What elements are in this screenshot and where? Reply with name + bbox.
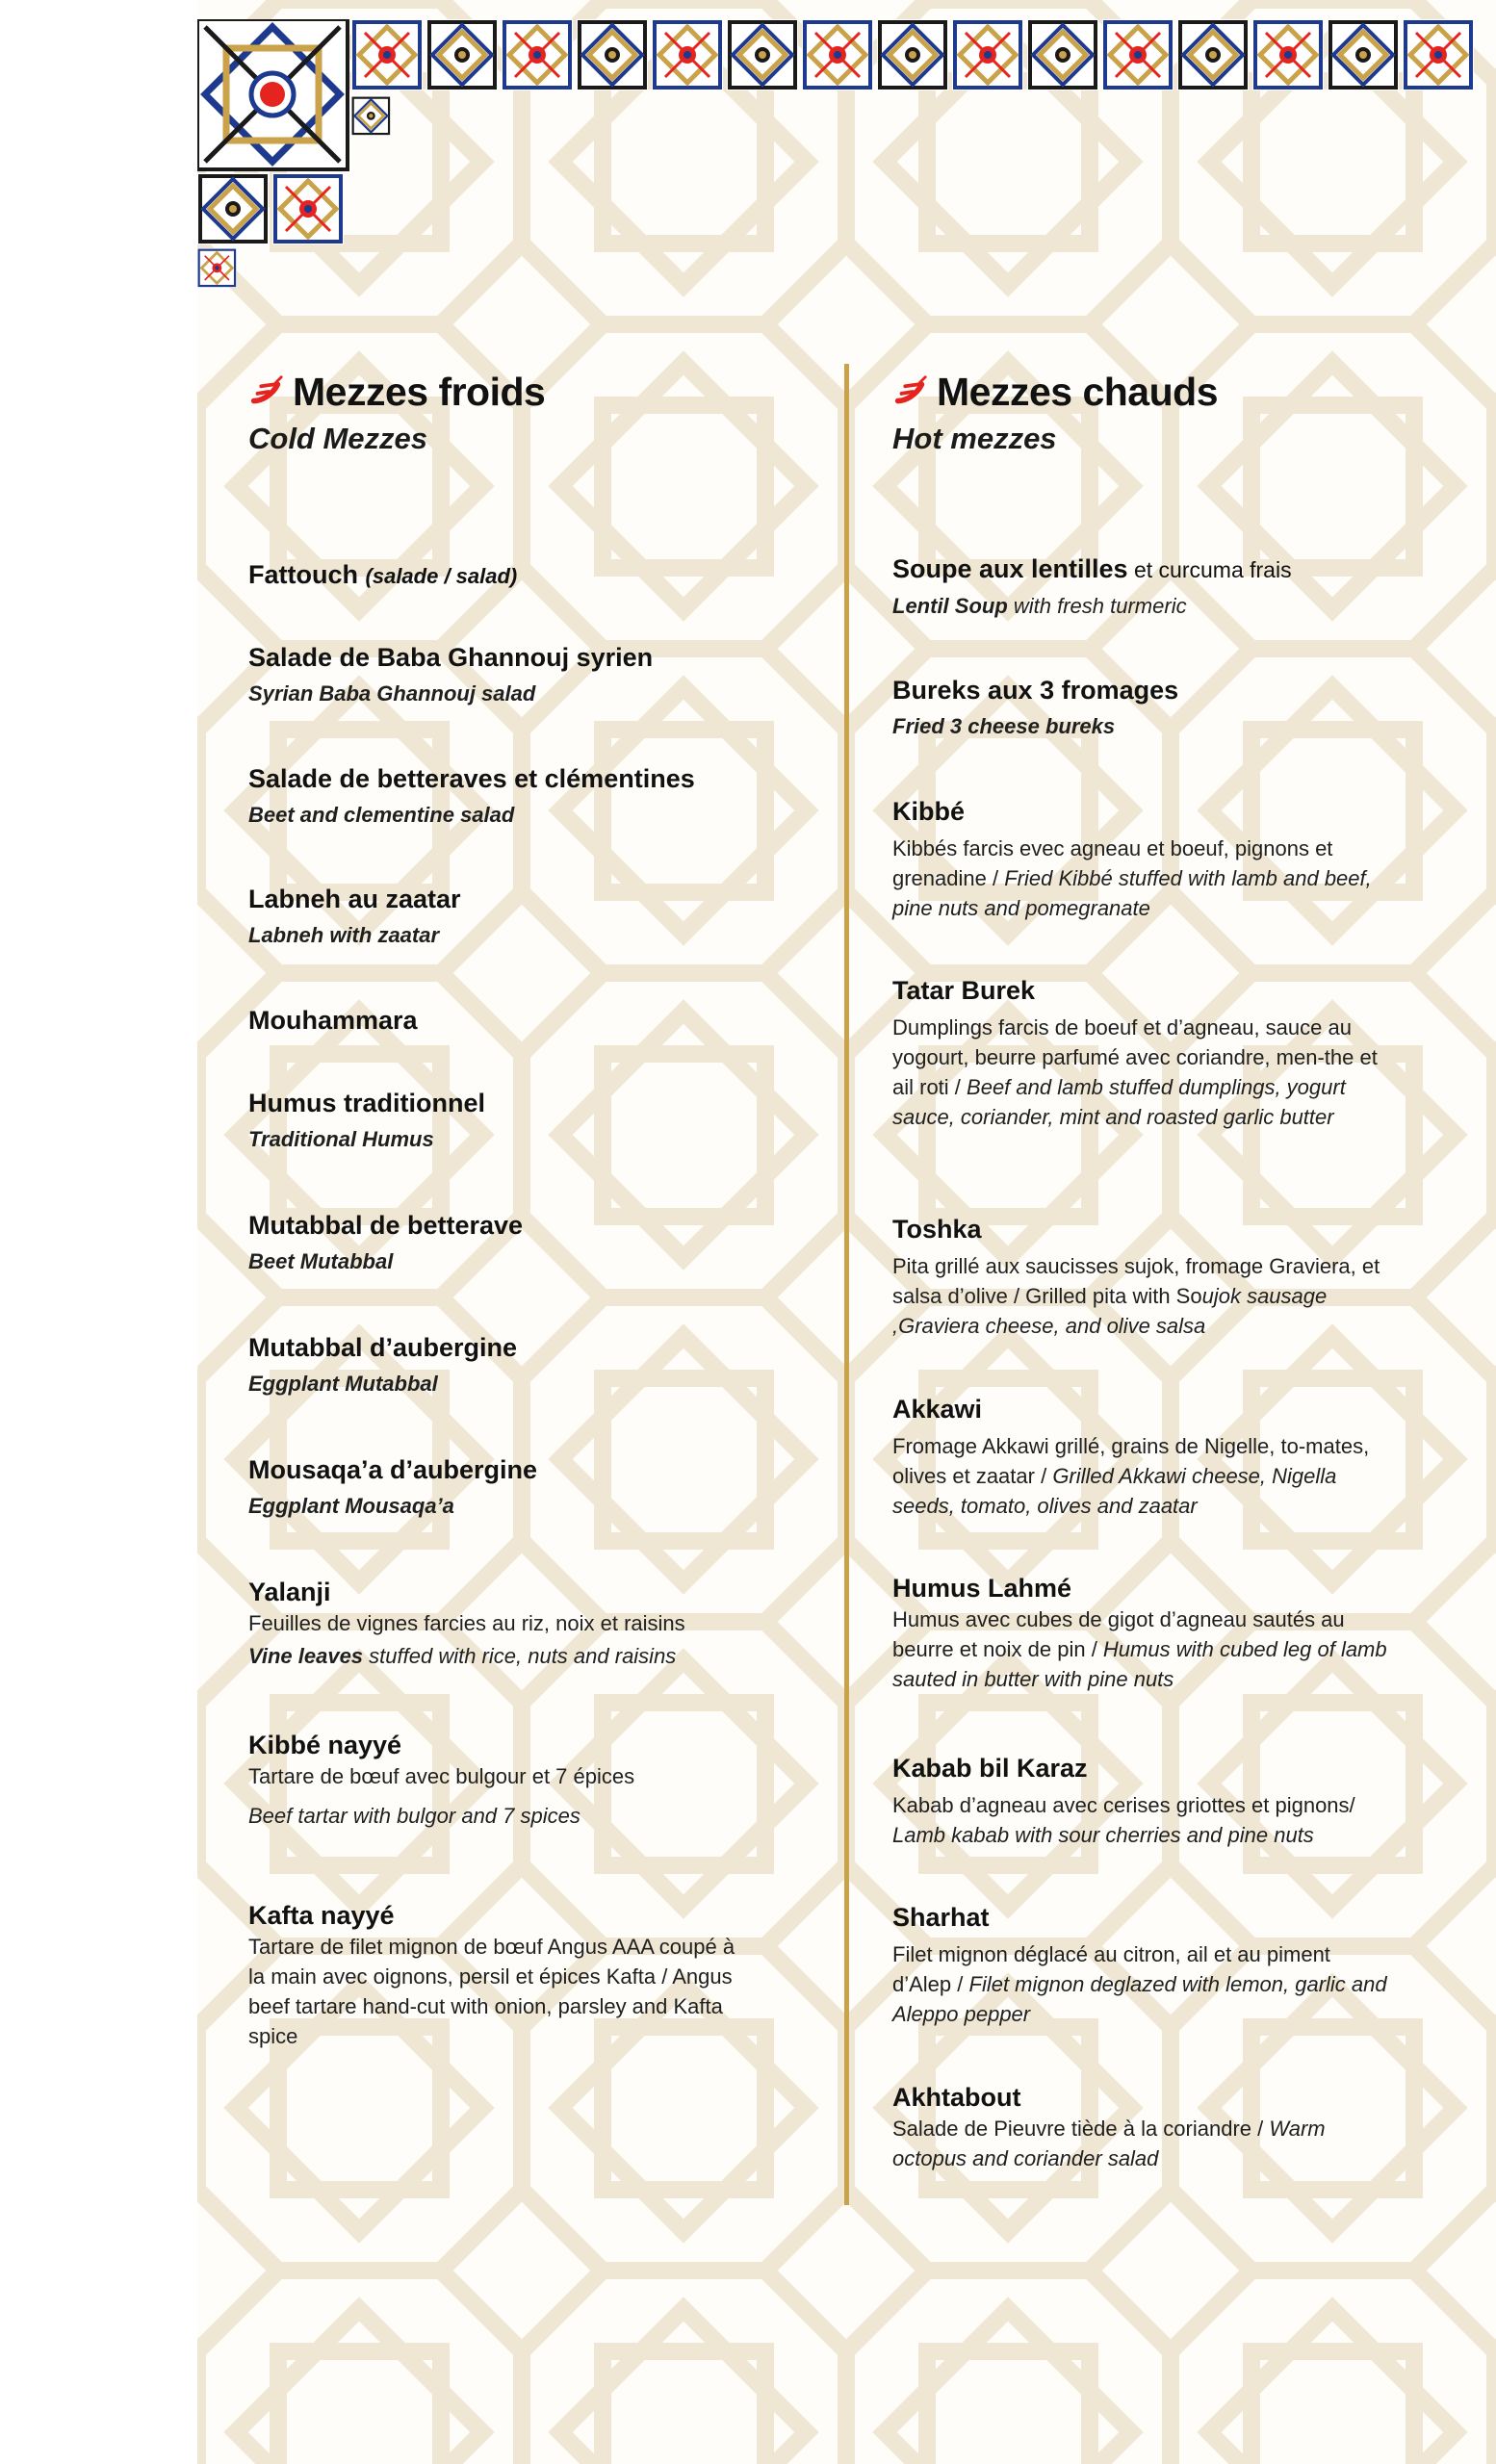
item-name: Mutabbal de betterave <box>248 1211 524 1240</box>
menu-item <box>892 795 1393 923</box>
menu-item <box>248 1899 749 2051</box>
item-translation: Beef and lamb stuffed dumplings, yogurt sauce, coriander, mint and roasted garlic butter <box>892 1075 1346 1129</box>
item-translation: with fresh turmeric <box>1007 594 1187 618</box>
section-title: Mezzes froids <box>293 369 546 414</box>
menu-item <box>248 1576 787 1671</box>
item-name: Yalanji <box>248 1578 331 1606</box>
item-translation: Warm octopus and coriander salad <box>892 2117 1326 2170</box>
item-description-fr: Kabab d’agneau avec cerises griottes et pignons/ <box>892 1793 1355 1817</box>
menu-item <box>892 1572 1393 1694</box>
item-translation: Eggplant Mutabbal <box>248 1372 438 1396</box>
section-title: Mezzes chauds <box>937 369 1218 414</box>
item-translation: Traditional Humus <box>248 1127 434 1151</box>
item-translation-bold: Lentil Soup <box>892 594 1008 618</box>
item-note: (salade / salad) <box>365 564 518 588</box>
menu-item <box>248 1331 787 1399</box>
menu-item <box>248 1004 787 1037</box>
item-name: Kabab bil Karaz <box>892 1754 1088 1783</box>
menu-item <box>248 641 787 708</box>
item-name: Mouhammara <box>248 1006 418 1035</box>
item-translation: Beef tartar with bulgor and 7 spices <box>248 1804 580 1828</box>
item-translation: Beet Mutabbal <box>248 1249 394 1273</box>
menu-item <box>892 1752 1393 1850</box>
cold-mezzes-header <box>248 366 787 418</box>
item-name: Mutabbal d’aubergine <box>248 1333 518 1362</box>
menu-item <box>892 552 1393 621</box>
item-translation: Fried Kibbé stuffed with lamb and beef, pine nuts and pomegranate <box>892 866 1372 920</box>
item-description-fr: Feuilles de vignes farcies au riz, noix et raisins <box>248 1611 685 1635</box>
item-name: Humus traditionnel <box>248 1089 486 1117</box>
menu-item <box>892 1213 1393 1341</box>
item-description-fr: Humus avec cubes de gigot d’agneau sautés au beurre et noix de pin / <box>892 1607 1345 1661</box>
menu-item <box>248 1453 787 1521</box>
item-translation: Grilled Akkawi cheese, Nigella seeds, tomato, olives and zaatar <box>892 1464 1337 1518</box>
item-name: Mousaqa’a d’aubergine <box>248 1455 538 1484</box>
item-translation: ujok sausage ,Graviera cheese, and olive salsa <box>892 1284 1328 1338</box>
mosaic-tile-border <box>197 19 1496 298</box>
chili-pepper-icon <box>248 373 285 410</box>
item-name: Soupe aux lentilles <box>892 554 1128 583</box>
item-name: Kibbé nayyé <box>248 1731 402 1759</box>
item-name: Kibbé <box>892 797 966 826</box>
item-name: Sharhat <box>892 1903 990 1932</box>
hot-mezzes-header <box>892 366 1393 418</box>
menu-item <box>892 1901 1393 2029</box>
item-description-fr: Kibbés farcis evec agneau et boeuf, pignons et grenadine / <box>892 836 1333 890</box>
item-description: Tartare de filet mignon de bœuf Angus AAA coupé à la main avec oignons, persil et épices Kafta / Angus beef tartare hand-cut with onion, parsley and Kafta spice <box>248 1935 735 2048</box>
item-name: Humus Lahmé <box>892 1574 1072 1603</box>
menu-item <box>892 1393 1393 1521</box>
item-translation: Fried 3 cheese bureks <box>892 714 1116 738</box>
chili-pepper-icon <box>892 373 929 410</box>
item-name: Salade de betteraves et clémentines <box>248 764 695 793</box>
item-translation: Beet and clementine salad <box>248 803 515 827</box>
item-description-fr: Pita grillé aux saucisses sujok, fromage Graviera, et salsa d’olive / Grilled pita with So <box>892 1254 1380 1308</box>
menu-item <box>892 974 1393 1132</box>
item-description-fr: Dumplings farcis de boeuf et d’agneau, sauce au yogourt, beurre parfumé avec coriandre, men-the et ail roti / <box>892 1015 1378 1099</box>
item-description-fr: Salade de Pieuvre tiède à la coriandre / <box>892 2117 1270 2141</box>
menu-item <box>892 674 1393 741</box>
column-divider <box>844 364 849 2205</box>
menu-item <box>248 1729 787 1831</box>
item-translation-bold: Vine leaves <box>248 1644 364 1668</box>
item-translation: Filet mignon deglazed with lemon, garlic and Aleppo pepper <box>892 1972 1387 2026</box>
item-translation: Syrian Baba Ghannouj salad <box>248 681 536 706</box>
menu-item <box>248 558 787 593</box>
item-name: Fattouch <box>248 560 358 589</box>
item-name: Toshka <box>892 1215 982 1244</box>
item-translation: Labneh with zaatar <box>248 923 440 947</box>
item-name: Akhtabout <box>892 2083 1021 2112</box>
item-name: Labneh au zaatar <box>248 885 461 913</box>
menu-item <box>248 1087 787 1154</box>
hot-mezzes-column <box>892 366 1393 2170</box>
section-subtitle: Hot mezzes <box>892 422 1057 455</box>
item-name: Akkawi <box>892 1395 983 1424</box>
menu-item <box>248 762 787 830</box>
cold-mezzes-column <box>248 366 787 2048</box>
corner-medallion-tile <box>197 19 348 169</box>
item-translation: Humus with cubed leg of lamb sauted in butter with pine nuts <box>892 1637 1387 1691</box>
item-name: Salade de Baba Ghannouj syrien <box>248 643 654 672</box>
item-name: Bureks aux 3 fromages <box>892 676 1179 705</box>
item-description-fr: Fromage Akkawi grillé, grains de Nigelle, to-mates, olives et zaatar / <box>892 1434 1370 1488</box>
item-description-fr: Filet mignon déglacé au citron, ail et au piment d’Alep / <box>892 1942 1330 1996</box>
menu-item <box>248 1209 787 1276</box>
menu-item <box>892 2081 1393 2173</box>
section-subtitle: Cold Mezzes <box>248 422 428 455</box>
item-description-fr: Tartare de bœuf avec bulgour et 7 épices <box>248 1764 635 1788</box>
item-name-extra: et curcuma frais <box>1127 557 1292 582</box>
item-name: Tatar Burek <box>892 976 1036 1005</box>
item-translation: stuffed with rice, nuts and raisins <box>363 1644 677 1668</box>
menu-item <box>248 883 787 950</box>
item-name: Kafta nayyé <box>248 1901 395 1930</box>
item-translation: Eggplant Mousaqa’a <box>248 1494 454 1518</box>
item-translation: Lamb kabab with sour cherries and pine nuts <box>892 1823 1314 1847</box>
